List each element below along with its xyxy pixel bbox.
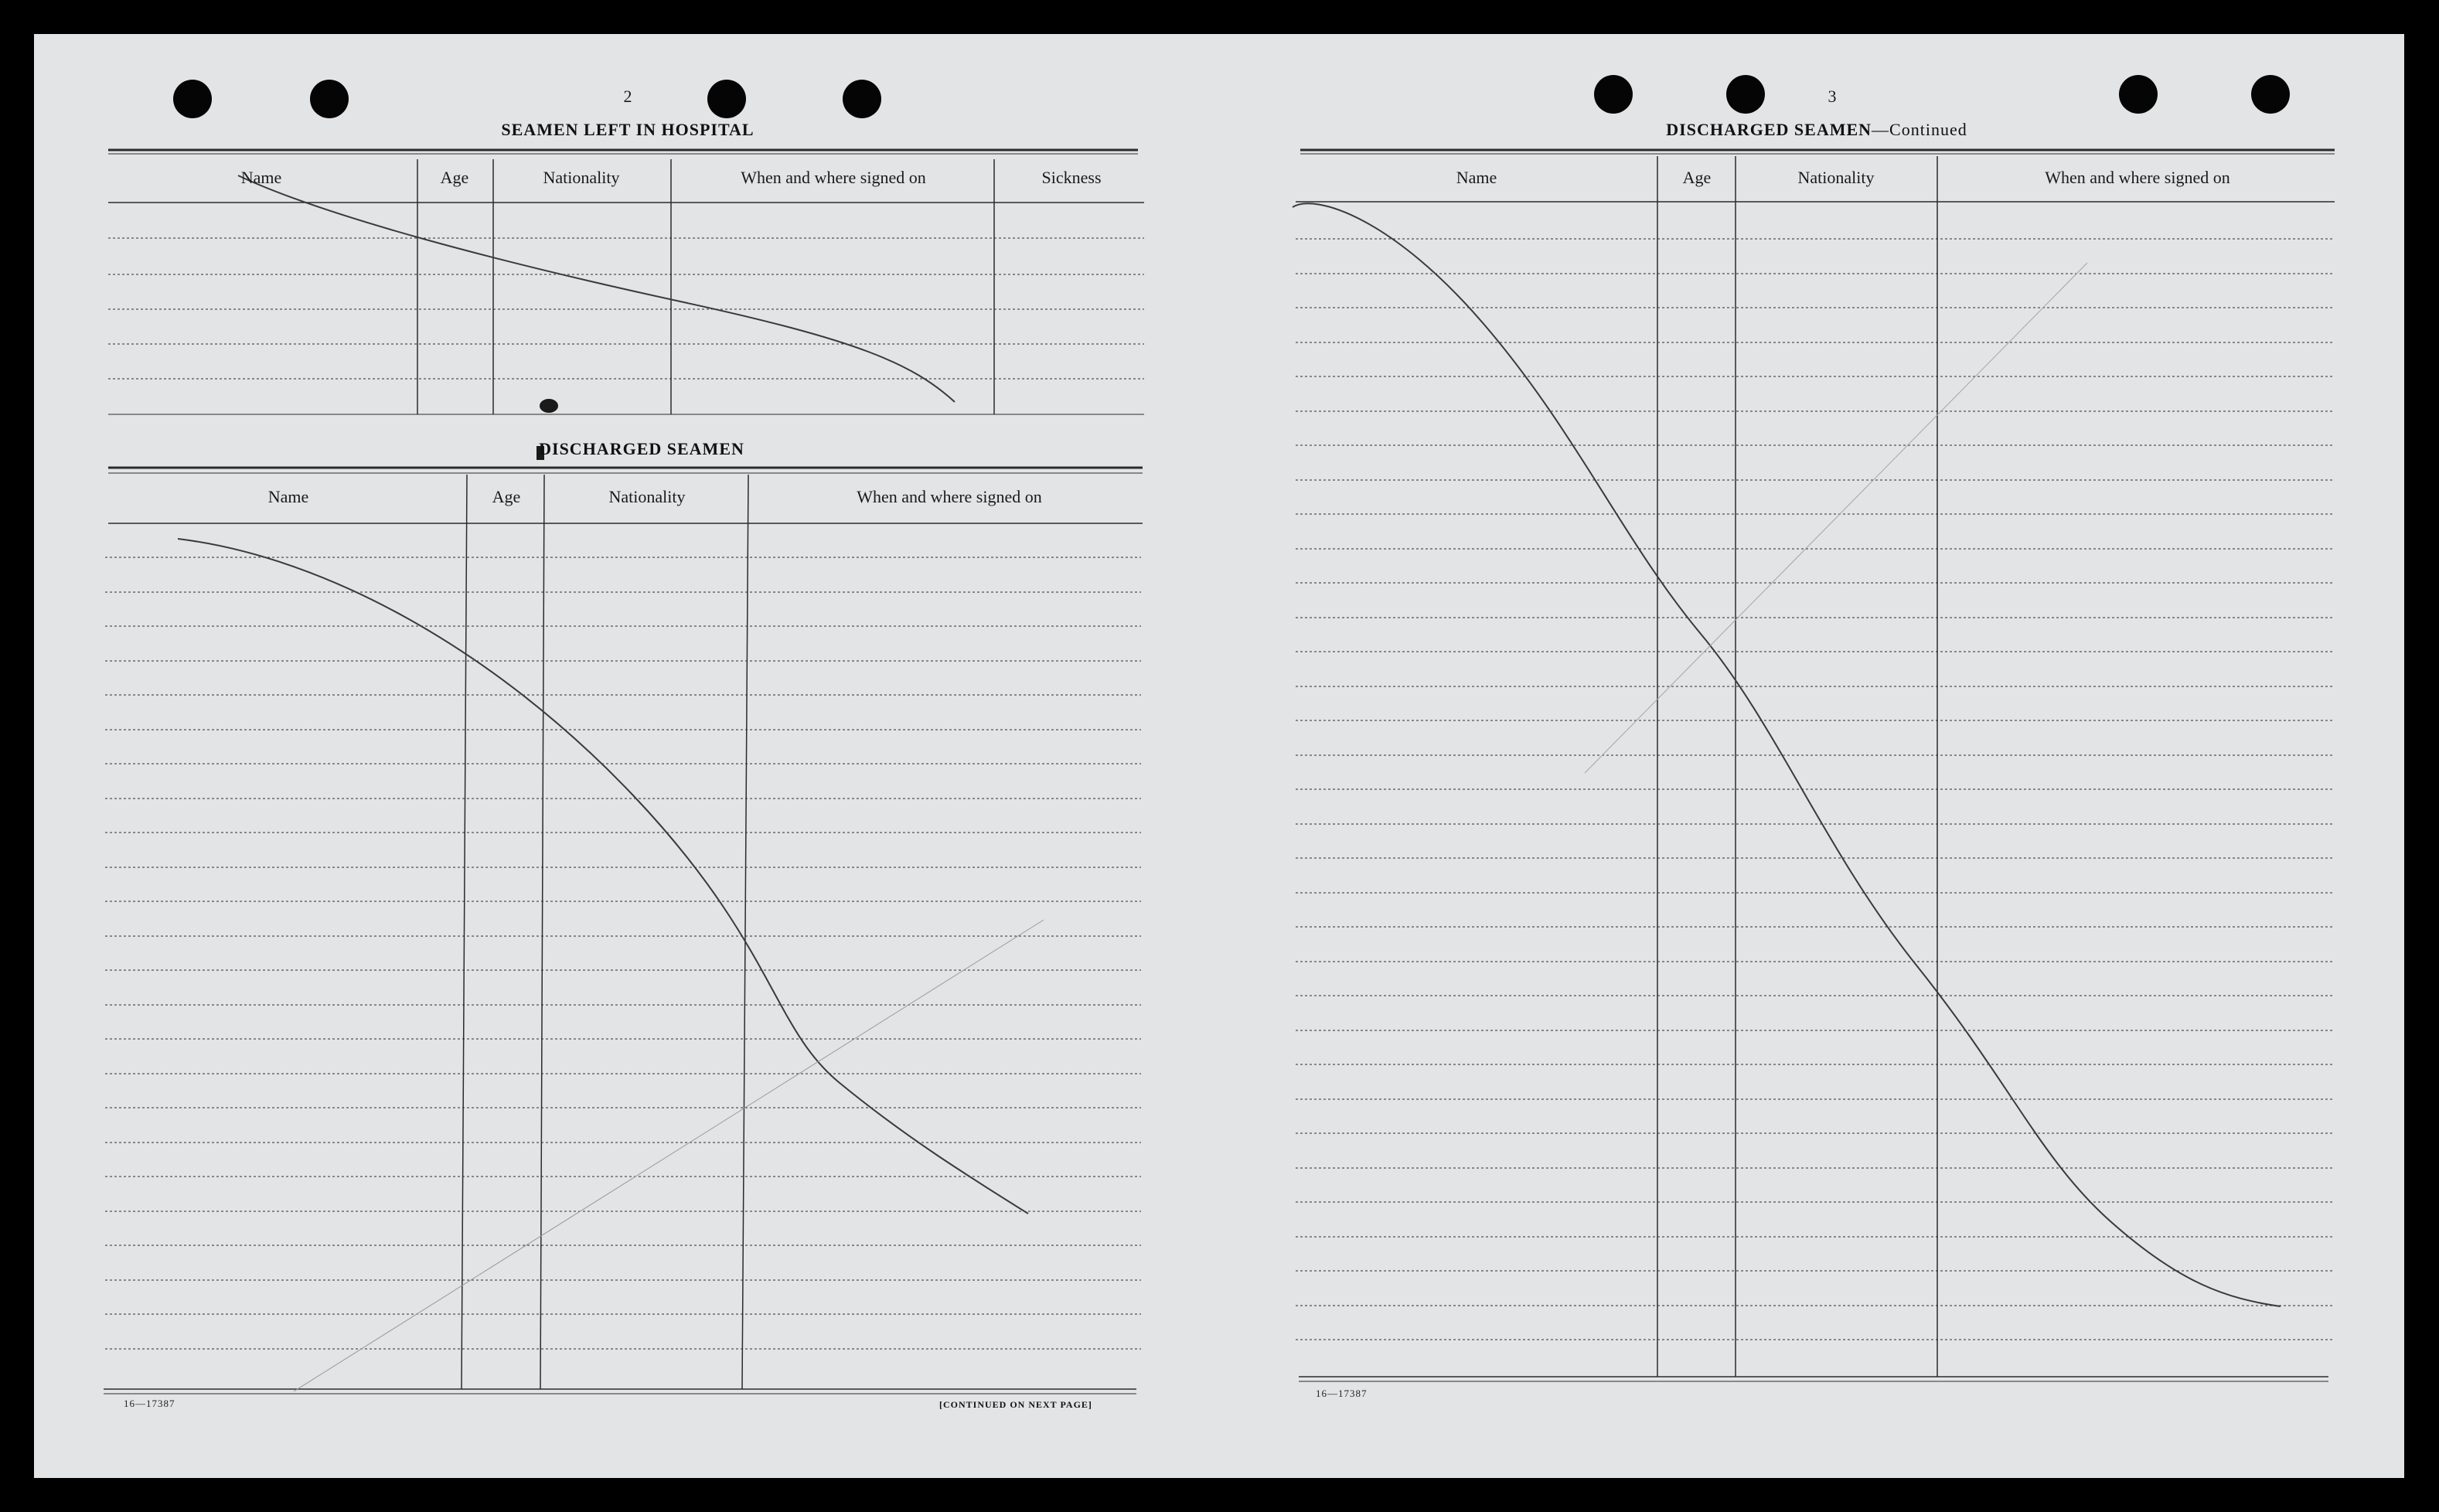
column-header-nationality: Nationality xyxy=(1797,168,1875,187)
column-header-age: Age xyxy=(440,168,469,187)
ink-blot xyxy=(540,399,558,413)
column-header-age: Age xyxy=(1682,168,1712,187)
cancellation-stroke xyxy=(178,539,1028,1214)
section-title-discharged-continued xyxy=(1666,120,1967,140)
page-number-right: 3 xyxy=(1828,87,1837,106)
column-header-signed-on: When and where signed on xyxy=(741,168,926,187)
column-header-age: Age xyxy=(492,487,521,506)
section-title-text: DISCHARGED SEAMEN xyxy=(1666,120,1872,139)
column-header-nationality: Nationality xyxy=(543,168,620,187)
column-header-nationality: Nationality xyxy=(608,487,686,506)
column-header-name: Name xyxy=(1456,168,1497,187)
column-header-sickness: Sickness xyxy=(1041,168,1102,187)
column-header-signed-on: When and where signed on xyxy=(857,487,1042,506)
section-title-suffix: —Continued xyxy=(1872,120,1967,139)
column-header-name: Name xyxy=(240,168,282,187)
continued-footnote: [CONTINUED ON NEXT PAGE] xyxy=(939,1399,1092,1410)
column-header-signed-on: When and where signed on xyxy=(2045,168,2230,187)
pencil-mark xyxy=(1585,263,2087,773)
pencil-mark xyxy=(294,920,1044,1391)
column-divider xyxy=(540,475,544,1389)
form-code-right: 16—17387 xyxy=(1316,1388,1368,1399)
section-title-hospital: SEAMEN LEFT IN HOSPITAL xyxy=(501,120,755,139)
column-header-name: Name xyxy=(267,487,309,506)
column-divider xyxy=(462,475,467,1389)
cancellation-stroke xyxy=(238,175,955,402)
page-number-left: 2 xyxy=(623,87,632,106)
form-code-left: 16—17387 xyxy=(124,1398,175,1409)
column-divider xyxy=(742,475,748,1389)
section-title-discharged: DISCHARGED SEAMEN xyxy=(539,439,744,458)
